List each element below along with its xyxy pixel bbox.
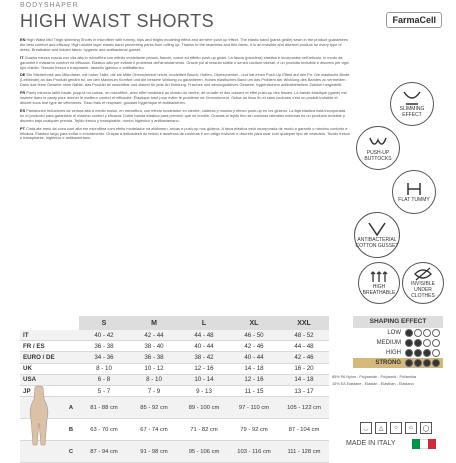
- size-cell: 12 - 16: [229, 374, 279, 385]
- size-cell: 14 - 18: [229, 363, 279, 374]
- measure-cell: 81 - 88 cm: [79, 397, 129, 419]
- size-cell: 48 - 52: [279, 330, 329, 341]
- shaping-level-high: HIGH: [353, 348, 443, 358]
- shaping-effect-title: SHAPING EFFECT: [353, 316, 443, 328]
- breathable-badge: HIGH BREATHABLE: [358, 262, 400, 304]
- tummy-icon: [404, 181, 424, 197]
- size-label: JP: [20, 385, 79, 396]
- fabric-composition: [332, 375, 448, 388]
- size-cell: 11 - 15: [229, 385, 279, 396]
- size-cell: 34 - 36: [79, 352, 129, 363]
- size-cell: 44 - 48: [179, 330, 229, 341]
- measure-cell: 103 - 116 cm: [229, 441, 279, 463]
- size-label: UK: [20, 363, 79, 374]
- size-row: [20, 352, 329, 363]
- breathable-icon: [369, 270, 389, 284]
- size-label: USA: [20, 374, 79, 385]
- size-cell: 10 - 14: [179, 374, 229, 385]
- measure-row: [20, 397, 329, 419]
- size-row: [20, 330, 329, 341]
- size-cell: 8 - 10: [79, 363, 129, 374]
- measure-cell: 63 - 70 cm: [79, 419, 129, 441]
- product-title: HIGH WAIST SHORTS: [20, 11, 215, 31]
- buttocks-icon: [367, 134, 389, 150]
- size-cell: 9 - 13: [179, 385, 229, 396]
- description-fr: FR Panty minceur taille haute, jusqu'à mi-cuisse, en microfibre, avec effet modelant au niveau du ventre, de la taille et des cuisses et effet push-up des fesses. La bande élastique (gaine) est insérée dans le panty pour donner le meilleur confort et efficacité. Élastique haut pour éviter le problème de l'enroulement. Grâce au tissu fin et sans coutures c'est un produit invisible et discret sous tout type de vêtements. Tissu frais et respirant, gousset hygiénique et antibactérien.: [20, 90, 347, 105]
- measure-cell: 89 - 100 cm: [179, 397, 229, 419]
- flag-green: [412, 439, 420, 449]
- size-cell: 8 - 10: [129, 374, 179, 385]
- care-icons: [360, 422, 432, 434]
- measure-label: B: [20, 419, 79, 441]
- no-iron-icon: ⌂: [405, 422, 417, 434]
- size-cell: 14 - 18: [279, 374, 329, 385]
- measure-cell: 79 - 92 cm: [229, 419, 279, 441]
- size-cell: 12 - 16: [179, 363, 229, 374]
- size-cell: 46 - 50: [229, 330, 279, 341]
- italy-flag-icon: [412, 439, 436, 449]
- size-label: FR / ES: [20, 341, 79, 352]
- slimming-icon: [401, 90, 423, 106]
- flat-tummy-badge: FLAT TUMMY: [392, 170, 436, 214]
- push-up-badge: PUSH-UP BUTTOCKS: [356, 126, 400, 170]
- shaping-level-medium: MEDIUM: [353, 338, 443, 348]
- size-header-s: S: [79, 316, 129, 330]
- description-en: EN High Waist Mid Thigh slimming Shorts in microfiber with tummy, hips and thighs modeling effect and derrière push up effect. The elastic band (pants girdle) sewn in the product guarantees the best comfort and efficacy. High double layer elastic band preventing pants from rolling up. Thanks to the seamless and thin fabric, it is an invisible and discreet product for every type of dress. Breathable and hidden fabric: hygienic and antibacterial gusset.: [20, 37, 348, 52]
- no-dryclean-icon: ◯: [420, 422, 432, 434]
- size-cell: 44 - 48: [279, 341, 329, 352]
- size-label: IT: [20, 330, 79, 341]
- size-cell: 38 - 42: [179, 352, 229, 363]
- body-silhouette-icon: [24, 385, 54, 447]
- measure-cell: 87 - 104 cm: [279, 419, 329, 441]
- size-cell: 36 - 38: [129, 352, 179, 363]
- measure-cell: 105 - 122 cm: [279, 397, 329, 419]
- measure-cell: 85 - 92 cm: [129, 397, 179, 419]
- slimming-effect-badge: SLIMMING EFFECT: [390, 82, 434, 126]
- flag-white: [420, 439, 428, 449]
- no-tumble-dry-icon: ○: [390, 422, 402, 434]
- size-cell: 6 - 8: [79, 374, 129, 385]
- size-cell: 38 - 40: [129, 341, 179, 352]
- measure-cell: 67 - 74 cm: [129, 419, 179, 441]
- size-header-xxl: XXL: [279, 316, 329, 330]
- size-label: EURO / DE: [20, 352, 79, 363]
- measure-cell: 97 - 110 cm: [229, 397, 279, 419]
- size-cell: 13 - 17: [279, 385, 329, 396]
- description-it: IT Guaina mezza coscia con vita alta in microfibra con effetto modellante pancia, fianchi, cosce ed effetto push-up glutei. La fascia (panciera) elastica è incorporata nell'articolo, in modo da garantire il massimo comfort ed efficacia. Elastico alto per evitare il problema dell'arrotolamento. Grazie poi al tessuto sottile e senza cuciture laterali, è un prodotto invisibile e discreto per ogni tipo d'abito. Tessuto fresco e traspirante, tassello igienico e antibatterico.: [20, 54, 349, 70]
- size-header-m: M: [129, 316, 179, 330]
- size-row: [20, 341, 329, 352]
- size-cell: 36 - 38: [79, 341, 129, 352]
- size-row: [20, 374, 329, 385]
- description-block: [20, 38, 350, 144]
- eye-off-icon: [414, 267, 432, 281]
- flag-red: [428, 439, 436, 449]
- measure-row: [20, 441, 329, 463]
- description-pt: PT Cinta até meio da coxa com alta em microfibra com efeito modelador na abdómen, ancas e push-up nos glúteos. A faixa elástica está incorporada de modo a garantir o máximo conforto e eficácia. Elástico largo para evitar o enrolamento. Graças à delicadeza do tecido e ausência de costuras é um artigo invisível e discreto para usar com qualquer tipo de vestuário. Tecido fresco e transpirante, higiénico e antibacteriano.: [20, 125, 350, 141]
- no-bleach-icon: △: [375, 422, 387, 434]
- shaping-level-low: LOW: [353, 328, 443, 338]
- size-row: [20, 385, 329, 396]
- measure-cell: 95 - 106 cm: [179, 441, 229, 463]
- size-cell: 7 - 9: [129, 385, 179, 396]
- measure-cell: 87 - 94 cm: [79, 441, 129, 463]
- size-cell: 40 - 44: [179, 341, 229, 352]
- gusset-icon: [367, 221, 387, 237]
- size-header-l: L: [179, 316, 229, 330]
- measure-cell: 71 - 82 cm: [179, 419, 229, 441]
- made-in-label: MADE IN ITALY: [346, 440, 396, 447]
- invisible-badge: INVISIBLE UNDER CLOTHES: [402, 262, 444, 304]
- description-de: DE Die Miederhose aus Mikrofaser, mit hoher Taille, die bis Mitte Oberschenkel reicht, modelliert Bauch, Hüften, Oberschenkel - und hat einen Push-Up Effekt auf den Po. Die elastische Binde (Leibbinde) an das Produkt genäht ist, um den Maximum Komfort und die bessere Wirkung zu garantieren. Hohes elastisches Band um das Problem der Wicklung des Bandes zu vermeiden. Dank das feine Gewebe ohne Nähte, das Produkt ist unsichtbar und diskret für jede Art Kleidung. Frisches und atmungsaktives Gewebe, hygienischem antibakteriellem Zwickel hergestellt.: [20, 72, 350, 88]
- brand-line: BODYSHAPER: [20, 2, 79, 9]
- size-cell: 40 - 42: [79, 330, 129, 341]
- size-cell: 42 - 44: [129, 330, 179, 341]
- wash-icon: ◡: [360, 422, 372, 434]
- shaping-effect-panel: [353, 316, 443, 368]
- size-header-row: [20, 316, 329, 330]
- description-es: ES Pantalones reductores de cintura alta a medio muslo, en microfibra, con efecto modelador en vientre, caderas y muslos y efecto push-up en los glúteos. La faja elástica está incorporada en el producto para garantizar el máximo confort y eficacia. Doble banda elástica para prevenir que se enrolle. Gracias al tejido fino sin costuras laterales externas es un producto invisible y discreto bajo cualquier prenda. Tejido fresco y transpirable, rombo higiénico y antibacteriano.: [20, 107, 346, 123]
- size-cell: 40 - 44: [229, 352, 279, 363]
- size-header-empty: [20, 316, 79, 330]
- measure-cell: 91 - 98 cm: [129, 441, 179, 463]
- shaping-level-strong: STRONG: [353, 358, 443, 368]
- antibacterial-gusset-badge: ANTIBACTERIAL COTTON GUSSET: [354, 212, 400, 258]
- measure-label: C: [20, 441, 79, 463]
- measure-label: A: [20, 397, 79, 419]
- size-cell: 42 - 46: [229, 341, 279, 352]
- brand-logo: FarmaCell: [386, 12, 442, 28]
- size-cell: 42 - 46: [279, 352, 329, 363]
- size-cell: 5 - 7: [79, 385, 129, 396]
- size-header-xl: XL: [229, 316, 279, 330]
- fabric-line: 85% PA Nylon - Polyamide - Polyamid - Poliamida: [332, 375, 417, 379]
- size-cell: 10 - 12: [129, 363, 179, 374]
- size-chart: [20, 316, 329, 463]
- measure-cell: 111 - 128 cm: [279, 441, 329, 463]
- fabric-line: 15% EA Elastane - Elastan - Elasthan - Elastano: [332, 381, 414, 386]
- size-row: [20, 363, 329, 374]
- measure-row: [20, 419, 329, 441]
- size-cell: 16 - 20: [279, 363, 329, 374]
